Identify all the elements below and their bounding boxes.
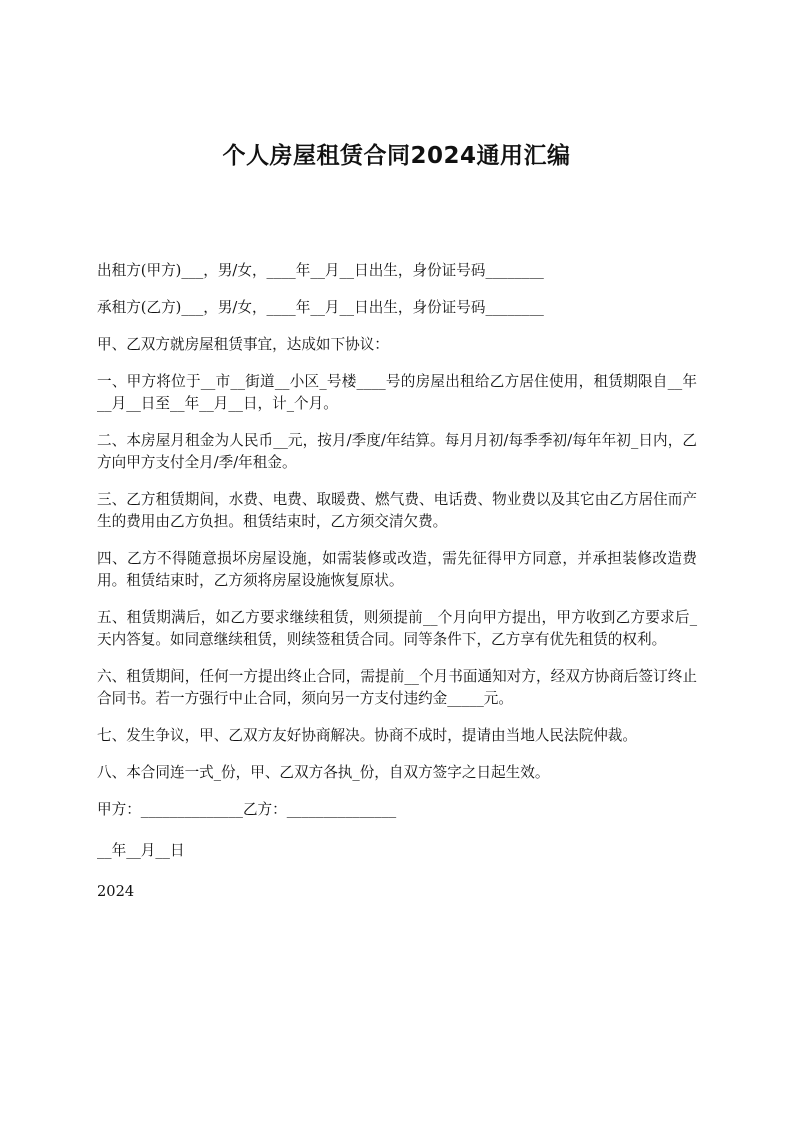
clause-1-paragraph: 一、甲方将位于__市__街道__小区_号楼____号的房屋出租给乙方居住使用，租赁期限自__年__月__日至__年__月__日，计_个月。 <box>97 373 697 412</box>
document-body <box>97 260 697 918</box>
clause-2-paragraph: 二、本房屋月租金为人民币__元，按月/季度/年结算。每月月初/每季季初/每年年初_日内，乙方向甲方支付全月/季/年租金。 <box>97 432 697 471</box>
lessor-info-paragraph: 出租方(甲方)___，男/女，____年__月__日出生，身份证号码________ <box>97 262 544 279</box>
clause-6-paragraph: 六、租赁期间，任何一方提出终止合同，需提前__个月书面通知对方，经双方协商后签订终止合同书。若一方强行中止合同，须向另一方支付违约金_____元。 <box>97 668 697 707</box>
document-year: 2024 <box>97 883 135 900</box>
signing-date: __年__月__日 <box>97 842 185 859</box>
signature-line: 甲方：______________乙方：_______________ <box>97 801 397 818</box>
clause-3-paragraph: 三、乙方租赁期间，水费、电费、取暖费、燃气费、电话费、物业费以及其它由乙方居住而产生的费用由乙方负担。租赁结束时，乙方须交清欠费。 <box>97 491 697 530</box>
clause-8-paragraph: 八、本合同连一式_份，甲、乙双方各执_份，自双方签字之日起生效。 <box>97 764 550 781</box>
clause-5-paragraph: 五、租赁期满后，如乙方要求继续租赁，则须提前__个月向甲方提出，甲方收到乙方要求后_天内答复。如同意继续租赁，则续签租赁合同。同等条件下，乙方享有优先租赁的权利。 <box>97 609 697 648</box>
agreement-intro-paragraph: 甲、乙双方就房屋租赁事宜，达成如下协议： <box>97 336 389 353</box>
clause-4-paragraph: 四、乙方不得随意损坏房屋设施，如需装修或改造，需先征得甲方同意，并承担装修改造费用。租赁结束时，乙方须将房屋设施恢复原状。 <box>97 550 697 589</box>
lessee-info-paragraph: 承租方(乙方)___，男/女，____年__月__日出生，身份证号码________ <box>97 299 544 316</box>
document-title: 个人房屋租赁合同2024通用汇编 <box>222 143 571 169</box>
clause-7-paragraph: 七、发生争议，甲、乙双方友好协商解决。协商不成时，提请由当地人民法院仲裁。 <box>97 727 637 744</box>
